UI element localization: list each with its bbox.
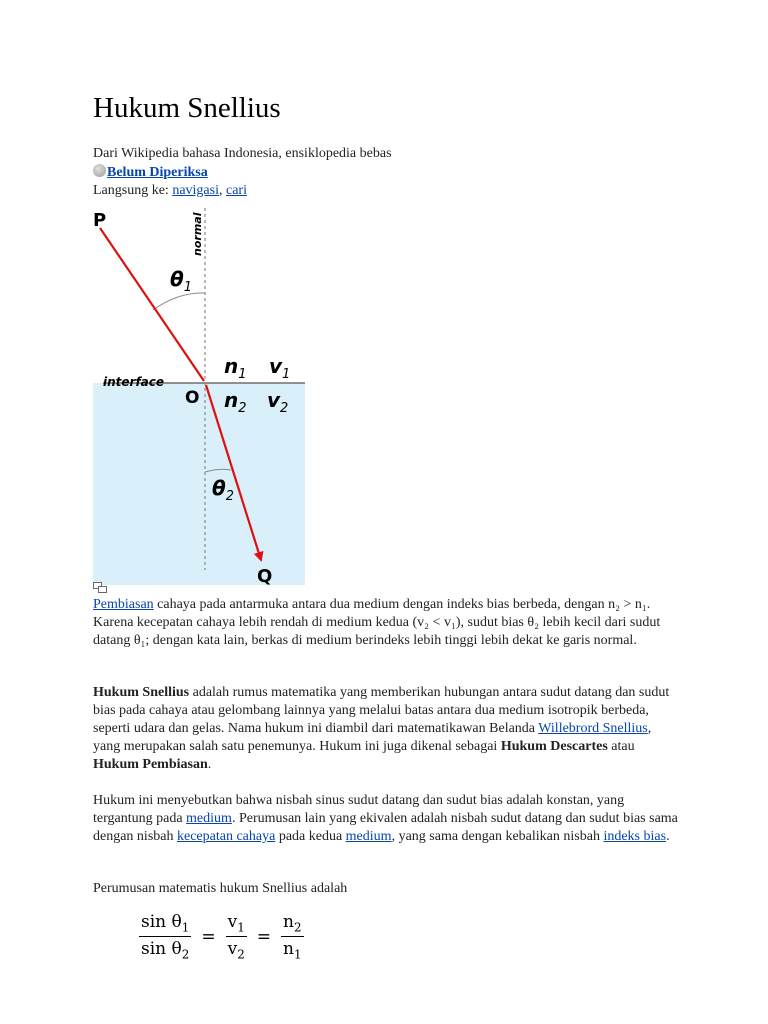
index-ratio [281,912,304,962]
law-text-5: . [666,829,670,844]
v2-subscript: 2 [280,401,289,416]
n2-subscript: 2 [238,401,247,416]
label-o: O [185,388,200,408]
subscript-2: 2 [181,947,190,962]
refraction-diagram[interactable] [93,200,307,586]
label-v1 [269,354,290,382]
sine-numerator [139,912,191,937]
v2-symbol: v [267,388,281,412]
intro-text-4: . [207,757,212,772]
refractive-index-link[interactable]: indeks bias [603,829,667,844]
page-title: Hukum Snellius [93,92,281,124]
sin-theta-1: sin θ [141,912,182,932]
law-text-2: . Perumusan lain yang ekivalen adalah nisbah sudut datang dan sudut bias sama dengan nisbah [93,811,678,844]
jump-search-link[interactable]: cari [225,183,247,198]
sine-ratio [139,912,191,962]
jump-navigation-link[interactable]: navigasi [172,183,219,198]
subscript-2: 2 [237,947,245,962]
index-numerator [281,912,304,937]
law-text-4: , yang sama dengan kebalikan nisbah [391,829,604,844]
intro-text-3: atau [607,739,635,754]
n1-subscript: 1 [238,367,247,382]
label-n1 [224,354,247,382]
velocity-ratio [226,912,247,962]
snell-formula [135,912,308,962]
velocity-numerator [226,912,247,937]
subscript-1: 1 [237,920,245,935]
speed-of-light-link[interactable]: kecepatan cahaya [176,829,276,844]
jump-to-links [93,183,247,199]
figure-caption [93,596,678,650]
incident-ray [100,228,204,381]
theta1-subscript: 1 [183,280,193,295]
n-1: n [283,939,294,960]
v1-subscript: 1 [282,367,291,382]
sine-denominator [139,937,191,961]
label-normal: normal [191,212,204,256]
formula-intro: Perumusan matematis hukum Snellius adalah [93,881,348,896]
label-interface: interface [103,375,165,389]
v1-symbol: v [269,354,283,378]
equals-sign: = [201,926,216,947]
magnify-icon[interactable] [93,582,107,593]
term-hukum-pembiasan: Hukum Pembiasan [93,757,208,772]
term-hukum-descartes: Hukum Descartes [500,739,608,754]
sin-theta-2: sin θ [141,939,182,960]
n-2: n [283,912,294,932]
willebrord-snellius-link[interactable]: Willebrord Snellius [538,721,648,736]
jump-prefix: Langsung ke: [93,183,173,198]
n2-symbol: n [224,388,239,412]
theta2-symbol: θ [212,476,226,500]
refraction-link[interactable]: Pembiasan [93,597,154,612]
intro-paragraph [93,684,678,774]
caption-text: cahaya pada antarmuka antara dua medium dengan indeks bias berbeda, dengan n₂ > n₁. Karena kecepatan cahaya lebih rendah di medium kedua (v₂ < v₁), sudut bias θ₂ lebih kecil dari sudut datang θ₁; dengan kata lain, berkas di medium berindeks lebih tinggi lebih dekat ke garis normal. [93,597,661,648]
law-paragraph [93,792,678,846]
v-1: v [227,912,238,932]
index-denominator [281,937,304,961]
intro-text-1: adalah rumus matematika yang memberikan hubungan antara sudut datang dan sudut bias pada cahaya atau gelombang lainnya yang melalui batas antara dua medium isotropik berbeda, seperti udara dan gelas. Nama hukum ini diambil dari matematikawan Belanda [93,685,670,736]
label-theta1 [170,267,192,295]
label-q: Q [257,566,273,586]
law-text-1: Hukum ini menyebutkan bahwa nisbah sinus sudut datang dan sudut bias adalah konstan, yang tergantung pada [93,793,625,826]
jump-separator: , [218,183,226,198]
flagged-revs-link[interactable]: Belum Diperiksa [107,165,208,180]
theta2-subscript: 2 [225,489,235,504]
n1-symbol: n [224,354,239,378]
subscript-1: 1 [181,920,190,935]
law-text-3: pada kedua [275,829,346,844]
medium2-region [93,383,305,585]
flagged-revs-status [93,164,208,181]
v-2: v [227,939,238,960]
subscript-2: 2 [293,920,302,935]
medium-link[interactable]: medium [186,811,232,826]
intro-text-2: , yang merupakan salah satu penemunya. Hukum ini juga dikenal sebagai [93,721,652,754]
angle-arc-incident [153,293,205,310]
theta1-symbol: θ [170,267,184,291]
label-p: P [93,210,107,231]
medium-link-2[interactable]: medium [345,829,392,844]
term-hukum-snellius: Hukum Snellius [93,685,190,700]
review-status-icon [93,164,106,177]
equals-sign: = [256,926,272,947]
subscript-1: 1 [293,947,302,962]
site-tagline: Dari Wikipedia bahasa Indonesia, ensiklopedia bebas [93,146,392,161]
velocity-denominator [226,937,247,961]
